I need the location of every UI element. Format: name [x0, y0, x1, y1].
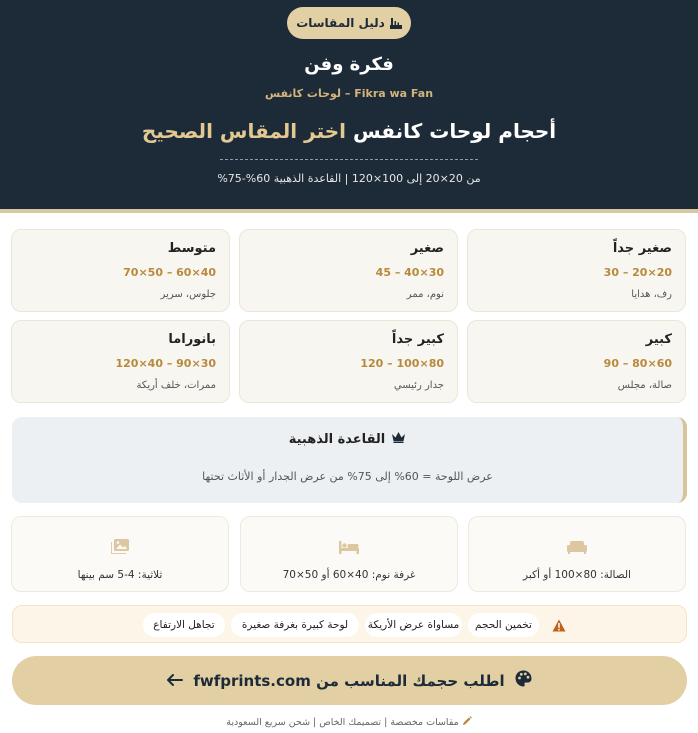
title-main: أحجام لوحات كانفس [352, 119, 557, 143]
mistake-chip: تجاهل الارتفاع [143, 613, 225, 637]
size-name: صغير جداً [612, 241, 672, 256]
size-use: صالة، مجلس [617, 380, 672, 391]
size-name: صغير [410, 241, 444, 256]
size-name: كبير [645, 332, 672, 347]
ruler-icon [390, 17, 402, 29]
golden-rule-panel [12, 417, 687, 503]
size-use: ممرات، خلف أريكة [136, 380, 216, 391]
size-card-extra-large [239, 320, 458, 403]
golden-rule-text: عرض اللوحة = 60% إلى 75% من عرض الجدار أو الأثاث تحتها [202, 470, 493, 483]
footer-text: مقاسات مخصصة | تصميمك الخاص | شحن سريع السعودية [226, 717, 459, 728]
header [0, 0, 698, 213]
brand-name: فكرة وفن [304, 54, 394, 75]
warning-icon [552, 617, 566, 636]
room-text: الصالة: 80×100 أو أكبر [523, 569, 631, 581]
brand-subtitle: Fikra wa Fan – لوحات كانفس [264, 87, 434, 100]
room-text: غرفة نوم: 40×60 أو 50×70 [282, 569, 416, 581]
images-icon [111, 539, 129, 558]
size-name: بانوراما [168, 332, 216, 347]
size-use: جلوس، سرير [160, 289, 216, 300]
room-card-triptych [11, 516, 229, 592]
title-accent: اختر المقاس الصحيح [141, 119, 346, 143]
bed-icon [339, 539, 359, 558]
sofa-icon [567, 539, 587, 558]
size-card-extra-small [467, 229, 686, 312]
order-size-button[interactable] [12, 656, 687, 705]
size-use: نوم، ممر [406, 289, 444, 300]
size-dims: 40×60 – 50×70 [123, 266, 216, 279]
size-dims: 60×80 – 90 [603, 357, 672, 370]
golden-rule-title: القاعدة الذهبية [288, 431, 386, 447]
common-mistakes-bar [12, 605, 687, 643]
size-card-panorama [11, 320, 230, 403]
crown-icon [391, 431, 406, 447]
size-guide-badge[interactable] [287, 7, 411, 39]
size-name: كبير جداً [391, 332, 444, 347]
room-card-bedroom [240, 516, 458, 592]
page-title [0, 119, 698, 143]
room-card-living [468, 516, 686, 592]
size-name: متوسط [167, 241, 216, 256]
golden-rule-heading [12, 431, 683, 447]
size-dims: 30×40 – 45 [375, 266, 444, 279]
mistake-chip: لوحة كبيرة بغرفة صغيرة [231, 613, 359, 637]
size-dims: 30×90 – 40×120 [115, 357, 216, 370]
mistake-chip: تخمين الحجم [468, 613, 539, 637]
footer [0, 716, 698, 729]
size-guide-label: دليل المقاسات [296, 16, 385, 30]
size-card-small [239, 229, 458, 312]
range-note: من 20×20 إلى 100×120 | القاعدة الذهبية 60%-75% [217, 172, 481, 185]
size-use: رف، هدايا [631, 289, 672, 300]
arrow-left-icon [167, 672, 183, 690]
mistake-chip: مساواة عرض الأريكة [365, 613, 462, 637]
size-dims: 80×100 – 120 [360, 357, 444, 370]
header-divider [220, 159, 478, 160]
size-card-large [467, 320, 686, 403]
size-use: جدار رئيسي [393, 380, 444, 391]
room-text: ثلاثية: 4-5 سم بينها [77, 569, 163, 581]
size-dims: 20×20 – 30 [603, 266, 672, 279]
palette-icon [515, 670, 532, 691]
pencil-icon [462, 716, 472, 729]
size-card-medium [11, 229, 230, 312]
order-size-label: اطلب حجمك المناسب من fwfprints.com [193, 671, 505, 690]
